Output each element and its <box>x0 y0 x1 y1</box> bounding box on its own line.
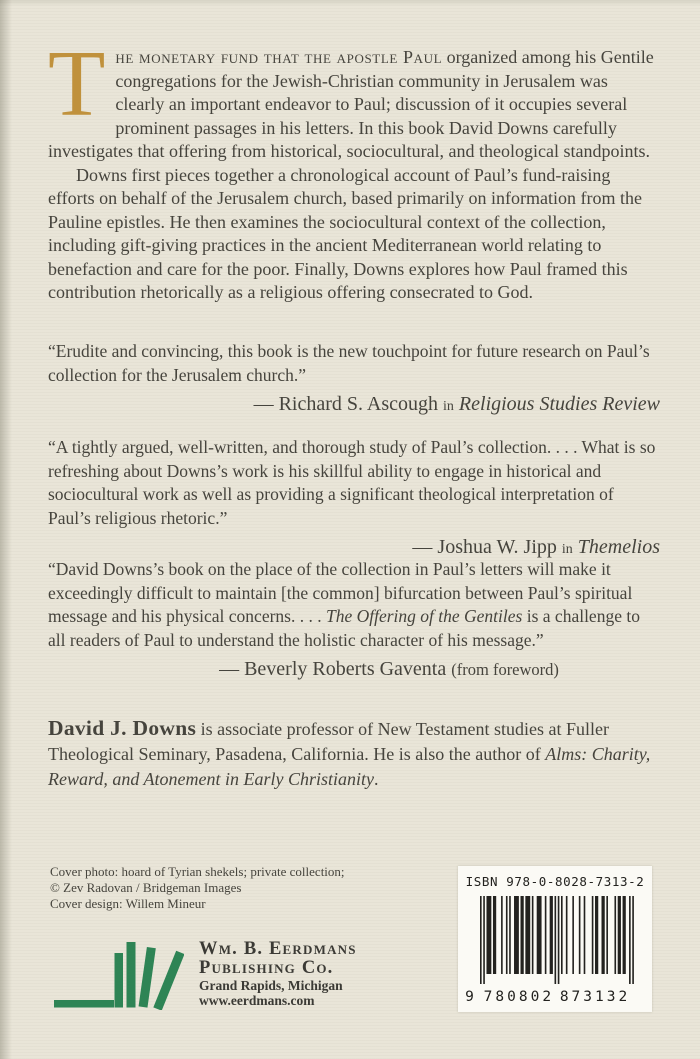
ean13-barcode <box>464 870 646 1008</box>
bio-book-title: Alms: Charity, Reward, and Atonement in Early Christianity <box>48 744 651 789</box>
cover-credits <box>50 864 430 912</box>
blurb-1-connector: in <box>443 399 454 414</box>
review-blurb-1 <box>48 340 660 420</box>
credit-photo-line: Cover photo: hoard of Tyrian shekels; private collection; <box>50 864 345 879</box>
publisher-name-line-1: Wm. B. Eerdmans <box>199 939 357 959</box>
blurb-2-connector: in <box>561 542 573 557</box>
review-blurb-2 <box>48 436 660 563</box>
credit-copyright-line: © Zev Radovan / Bridgeman Images <box>50 880 242 895</box>
blurb-2-quote: “A tightly argued, well-written, and thorough study of Paul’s collection. . . . What is so refreshing about Downs’s work is his skillful ability to engage in historical and sociocultural work as well as providing a significant theological interpretation of Paul’s religious rhetoric.” <box>48 437 656 528</box>
opening-small-caps: he monetary fund that the apostle Paul <box>115 47 443 67</box>
svg-text:873132: 873132 <box>559 989 631 1005</box>
svg-text:9: 9 <box>465 989 477 1005</box>
author-bio-section <box>48 716 660 792</box>
review-blurb-3 <box>48 558 660 683</box>
blurb-1-quote: “Erudite and convincing, this book is the new touchpoint for future research on Paul’s collection for the Jerusalem church.” <box>48 341 650 385</box>
blurb-2-source: Themelios <box>577 536 660 558</box>
blurb-3-suffix: (from foreword) <box>451 660 559 679</box>
blurb-3-quote <box>48 558 660 652</box>
publisher-website: www.eerdmans.com <box>199 993 315 1008</box>
blurb-1-attribution <box>48 391 660 420</box>
eerdmans-books-logo-icon <box>54 936 184 1010</box>
publisher-text <box>199 940 357 1010</box>
publisher-block <box>54 936 357 1010</box>
blurb-3-book-title: The Offering of the Gentiles <box>325 606 523 626</box>
blurb-3-quote-pre: “David Downs’s book on the place of the collection in Paul’s letters will make it exceedingly difficult to maintain [the common] bifurcation between Paul’s spiritual message and his physical concerns. . . . <box>48 559 633 626</box>
synopsis-paragraph-2: Downs first pieces together a chronological account of Paul’s fund-raising efforts on behalf of the Jerusalem church, based primarily on information from the Pauline epistles. He then examines the sociocultural context of the collection, including gift-giving practices in the ancient Mediterranean world relating to benefaction and care for the poor. Finally, Downs explores how Paul framed this contribution rhetorically as a religious offering consecrated to God. <box>48 164 642 302</box>
blurb-3-reviewer: — Beverly Roberts Gaventa <box>219 658 447 680</box>
svg-text:780802: 780802 <box>483 989 555 1005</box>
synopsis-p1-text: organized among his Gentile congregations for the Jewish-Christian community in Jerusalem was clearly an important endeavor to Paul; discussion of it occupies several prominent passages in his letters. In this book David Downs carefully investigates that offering from historical, sociocultural, and theological standpoints. <box>48 47 654 161</box>
author-name: David J. Downs <box>48 716 197 740</box>
synopsis-section <box>48 32 660 305</box>
publisher-name-line-2: Publishing Co. <box>199 958 334 978</box>
blurb-1-reviewer: — Richard S. Ascough <box>253 393 439 415</box>
bio-middle-text: is associate professor of New Testament studies at Fuller Theological Seminary, Pasadena, California. He is also the author of <box>48 719 609 764</box>
blurb-3-attribution <box>48 656 660 683</box>
synopsis-paragraph-1 <box>48 32 660 164</box>
blurb-3-quote-post: is a challenge to all readers of Paul to understand the holistic character of his message.” <box>48 606 640 650</box>
blurb-2-reviewer: — Joshua W. Jipp <box>412 536 557 558</box>
top-edge-shading <box>0 0 700 6</box>
credit-design-line: Cover design: Willem Mineur <box>50 896 206 911</box>
bio-end-text: . <box>373 769 379 789</box>
spine-edge-shading <box>0 0 12 1059</box>
author-bio-text <box>48 716 660 792</box>
isbn-barcode-box <box>458 866 652 1012</box>
svg-text:ISBN 978-0-8028-7313-2: ISBN 978-0-8028-7313-2 <box>465 874 645 889</box>
publisher-city: Grand Rapids, Michigan <box>199 978 343 993</box>
blurb-1-source: Religious Studies Review <box>458 393 660 415</box>
drop-cap-letter: T <box>48 32 106 136</box>
